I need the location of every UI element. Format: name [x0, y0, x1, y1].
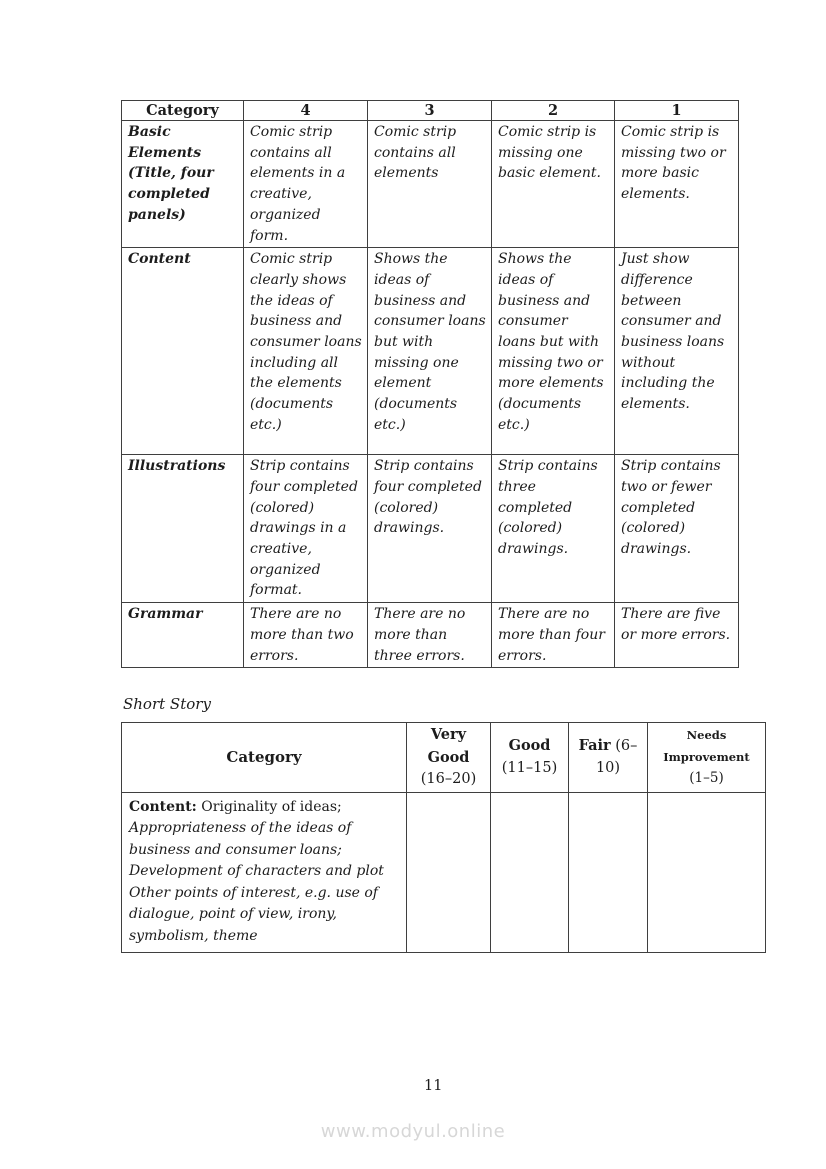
level-name: Needs Improvement [663, 728, 750, 764]
row-category-label [122, 792, 407, 952]
rubric-cell: Strip contains two or fewer completed (colored) drawings. [615, 455, 739, 603]
criterion-text: Originality of ideas; [196, 798, 342, 815]
level-name: Very Good [427, 726, 470, 766]
rubric-cell: Shows the ideas of business and consumer loans but with missing one element (documents etc.) [368, 248, 492, 455]
table-row [122, 455, 739, 603]
header-level-very-good [407, 723, 491, 793]
score-cell-empty [569, 792, 648, 952]
rubric-cell: There are no more than three errors. [368, 603, 492, 668]
rubric-cell: Comic strip contains all elements [368, 121, 492, 248]
table-row [122, 248, 739, 455]
rubric-cell: There are five or more errors. [615, 603, 739, 668]
comic-strip-rubric-table [121, 100, 739, 668]
table-row [122, 121, 739, 248]
rubric-cell: Strip contains four completed (colored) drawings in a creative, organized format. [244, 455, 368, 603]
score-cell-empty [491, 792, 569, 952]
header-score-1: 1 [615, 101, 739, 121]
row-category-label: Grammar [122, 603, 244, 668]
rubric-cell: Comic strip is missing one basic element. [492, 121, 615, 248]
header-level-good [491, 723, 569, 793]
rubric-cell: There are no more than two errors. [244, 603, 368, 668]
rubric-cell: Comic strip contains all elements in a creative, organized form. [244, 121, 368, 248]
rubric-cell: Comic strip clearly shows the ideas of business and consumer loans including all the elements (documents etc.) [244, 248, 368, 455]
level-range: (16–20) [420, 771, 477, 787]
level-range: (11–15) [501, 759, 558, 776]
score-cell-empty [648, 792, 766, 952]
short-story-section-label: Short Story [123, 695, 211, 713]
row-category-label: Basic Elements (Title, four completed panels) [122, 121, 244, 248]
watermark-text: www.modyul.online [320, 1121, 506, 1142]
level-name: Good [508, 737, 551, 755]
criterion-title: Content: [129, 798, 197, 815]
rubric-header-row [122, 723, 766, 793]
short-story-rubric-table [121, 722, 766, 953]
rubric-cell: Strip contains three completed (colored) drawings. [492, 455, 615, 603]
level-range: (1–5) [689, 770, 724, 786]
header-score-4: 4 [244, 101, 368, 121]
table-row [122, 603, 739, 668]
header-level-fair [569, 723, 648, 793]
table-row [122, 792, 766, 952]
row-category-label: Illustrations [122, 455, 244, 603]
rubric-header-row [122, 101, 739, 121]
rubric-cell: Shows the ideas of business and consumer loans but with missing two or more elements (documents etc.) [492, 248, 615, 455]
header-category: Category [122, 723, 407, 793]
row-category-label: Content [122, 248, 244, 455]
level-range: (6–10) [595, 738, 638, 776]
score-cell-empty [407, 792, 491, 952]
rubric-cell: There are no more than four errors. [492, 603, 615, 668]
header-score-3: 3 [368, 101, 492, 121]
page-number: 11 [424, 1078, 443, 1094]
rubric-cell: Just show difference between consumer and business loans without including the elements. [615, 248, 739, 455]
rubric-cell: Comic strip is missing two or more basic elements. [615, 121, 739, 248]
header-level-needs-improvement [648, 723, 766, 793]
header-category: Category [122, 101, 244, 121]
header-score-2: 2 [492, 101, 615, 121]
level-name: Fair [578, 737, 611, 755]
rubric-cell: Strip contains four completed (colored) drawings. [368, 455, 492, 603]
criterion-details: Appropriateness of the ideas of business and consumer loans; Development of characters and plot Other points of interest, e.g. use of dialogue, point of view, irony, symbolism, theme [129, 820, 384, 944]
